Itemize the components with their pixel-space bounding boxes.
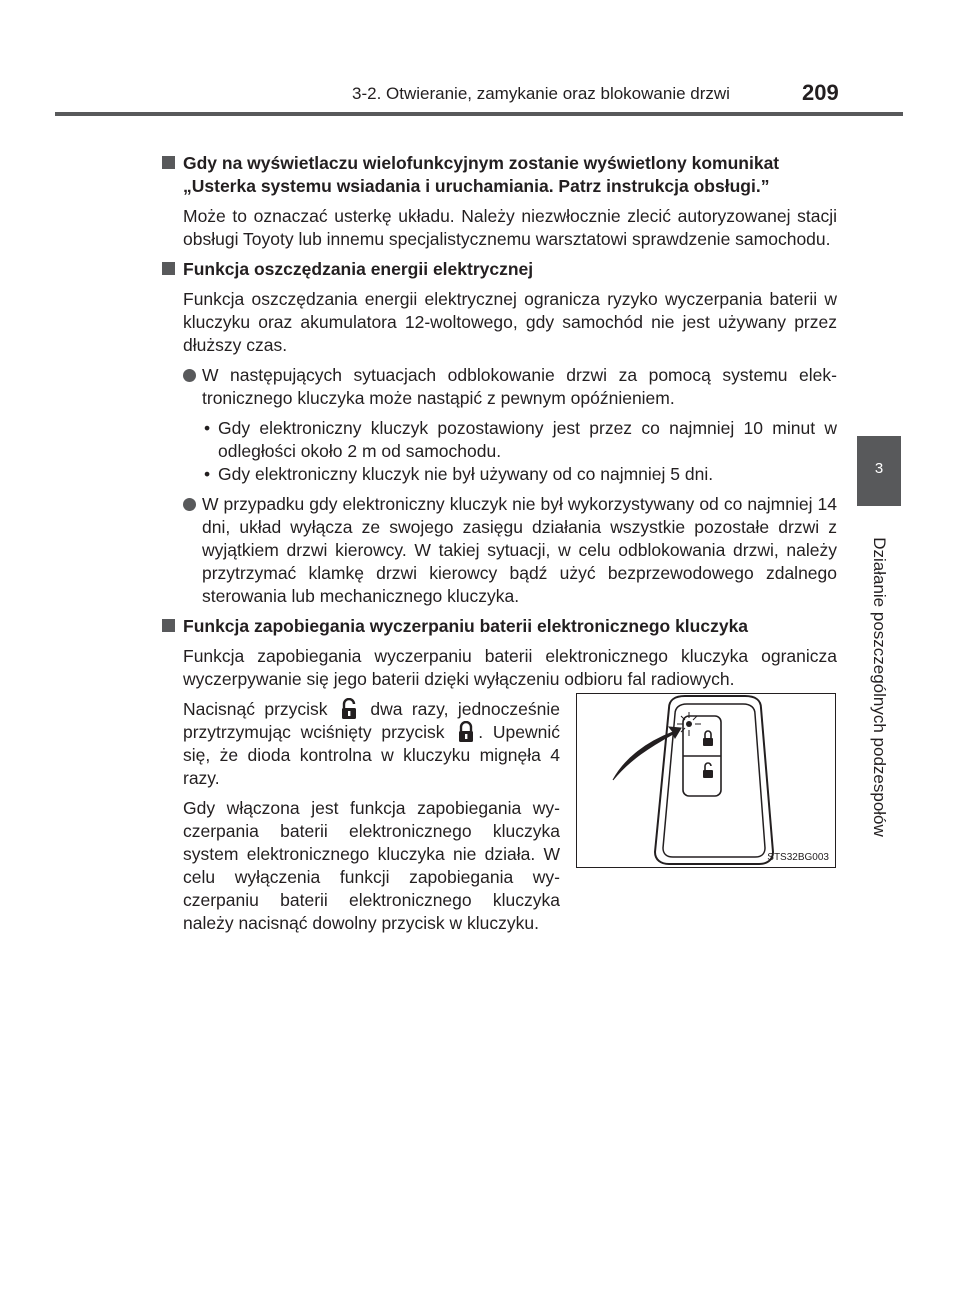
square-bullet-icon <box>162 262 175 275</box>
header-section-title: 3-2. Otwieranie, zamykanie oraz blokowanie drzwi <box>352 84 730 103</box>
square-bullet-icon <box>162 156 175 169</box>
circle-bullet-icon <box>183 498 196 511</box>
section-heading <box>160 258 837 281</box>
sub-item-text: Gdy elektroniczny kluczyk nie był używany od co najmniej 5 dni. <box>218 464 714 484</box>
section-heading-text: Gdy na wyświetlaczu wielofunkcyjnym zostanie wyświetlony komunikat „Usterka systemu wsiadania i uruchamiania. Patrz instrukcja obsługi.” <box>183 153 780 196</box>
chapter-number: 3 <box>874 460 884 477</box>
bullet-text: W następujących sytuacjach odblokowanie drzwi za pomocą systemu elektronicznego kluczyka może nastąpić z pewnym opóźnieniem. <box>202 365 837 408</box>
instruction-text-1: Nacisnąć przycisk <box>183 699 328 719</box>
square-bullet-icon <box>162 619 175 632</box>
figure-caption: STS32BG003 <box>767 852 829 863</box>
sub-item <box>160 417 837 463</box>
note-paragraph: Gdy włączona jest funkcja zapobiegania wyczerpania baterii elektronicznego kluczyka system elektronicznego kluczyka nie działa. W celu wyłączenia funkcji zapobiegania wyczerpaniu baterii elektronicznego kluczyka należy nacisnąć dowolny przycisk w kluczyku. <box>183 798 560 933</box>
section-heading-text: Funkcja oszczędzania energii elektrycznej <box>183 259 534 279</box>
lock-icon <box>457 721 475 743</box>
section-heading <box>160 152 837 198</box>
sub-bullet-icon: • <box>204 418 211 438</box>
sub-item-text: Gdy elektroniczny kluczyk pozostawiony jest przez co najmniej 10 minut w odległości około 2 m od samochodu. <box>218 418 837 461</box>
page-number: 209 <box>802 80 839 105</box>
header-rule <box>55 112 903 116</box>
instruction-text-3: . Upewnić się, że dioda kontrolna w kluczyku mignęła 4 razy. <box>183 722 560 788</box>
bullet-item <box>160 364 837 410</box>
circle-bullet-icon <box>183 369 196 382</box>
section-heading-text: Funkcja zapobiegania wyczerpaniu baterii elektronicznego kluczyka <box>183 616 749 636</box>
section-body: Może to oznaczać usterkę układu. Należy niezwłocznie zlecić autoryzowanej stacji obsługi Toyoty lub innemu specjalistycznemu warsztatowi sprawdzenie samochodu. <box>183 206 837 249</box>
sub-bullet-icon: • <box>204 464 211 484</box>
instruction-text-2: dwa razy, jednocześnie przytrzymując wciśnięty przycisk <box>183 699 560 742</box>
instruction-paragraph <box>160 698 560 790</box>
section-body: Funkcja zapobiegania wyczerpaniu baterii elektronicznego kluczyka ogranicza wyczerpywanie się jego baterii dzięki wyłączeniu odbioru fal radiowych. <box>183 646 837 689</box>
sub-item <box>160 463 837 486</box>
bullet-text: W przypadku gdy elektroniczny kluczyk nie był wykorzystywany od co najmniej 14 dni, układ wyłącza ze swojego zasięgu działania wszystkie pozostałe drzwi z wyjątkiem drzwi kierowcy. W takiej sytuacji, w celu odblokowania drzwi, należy przytrzymać klamkę drzwi kierowcy bądź użyć bezprzewodowego zdalnego sterowania lub mechanicznego kluczyka. <box>202 494 837 606</box>
unlock-icon <box>340 698 358 720</box>
key-fob-illustration <box>577 694 835 867</box>
section-body: Funkcja oszczędzania energii elektrycznej ogranicza ryzyko wyczerpania baterii w kluczyku oraz akumulatora 12-woltowego, gdy samochód nie jest używany przez dłuższy czas. <box>183 289 837 355</box>
chapter-title: Działanie poszczególnych podzespołów <box>870 537 889 837</box>
key-fob-figure <box>576 693 836 868</box>
section-heading <box>160 615 837 638</box>
bullet-item <box>160 493 837 608</box>
chapter-tab <box>857 436 901 506</box>
